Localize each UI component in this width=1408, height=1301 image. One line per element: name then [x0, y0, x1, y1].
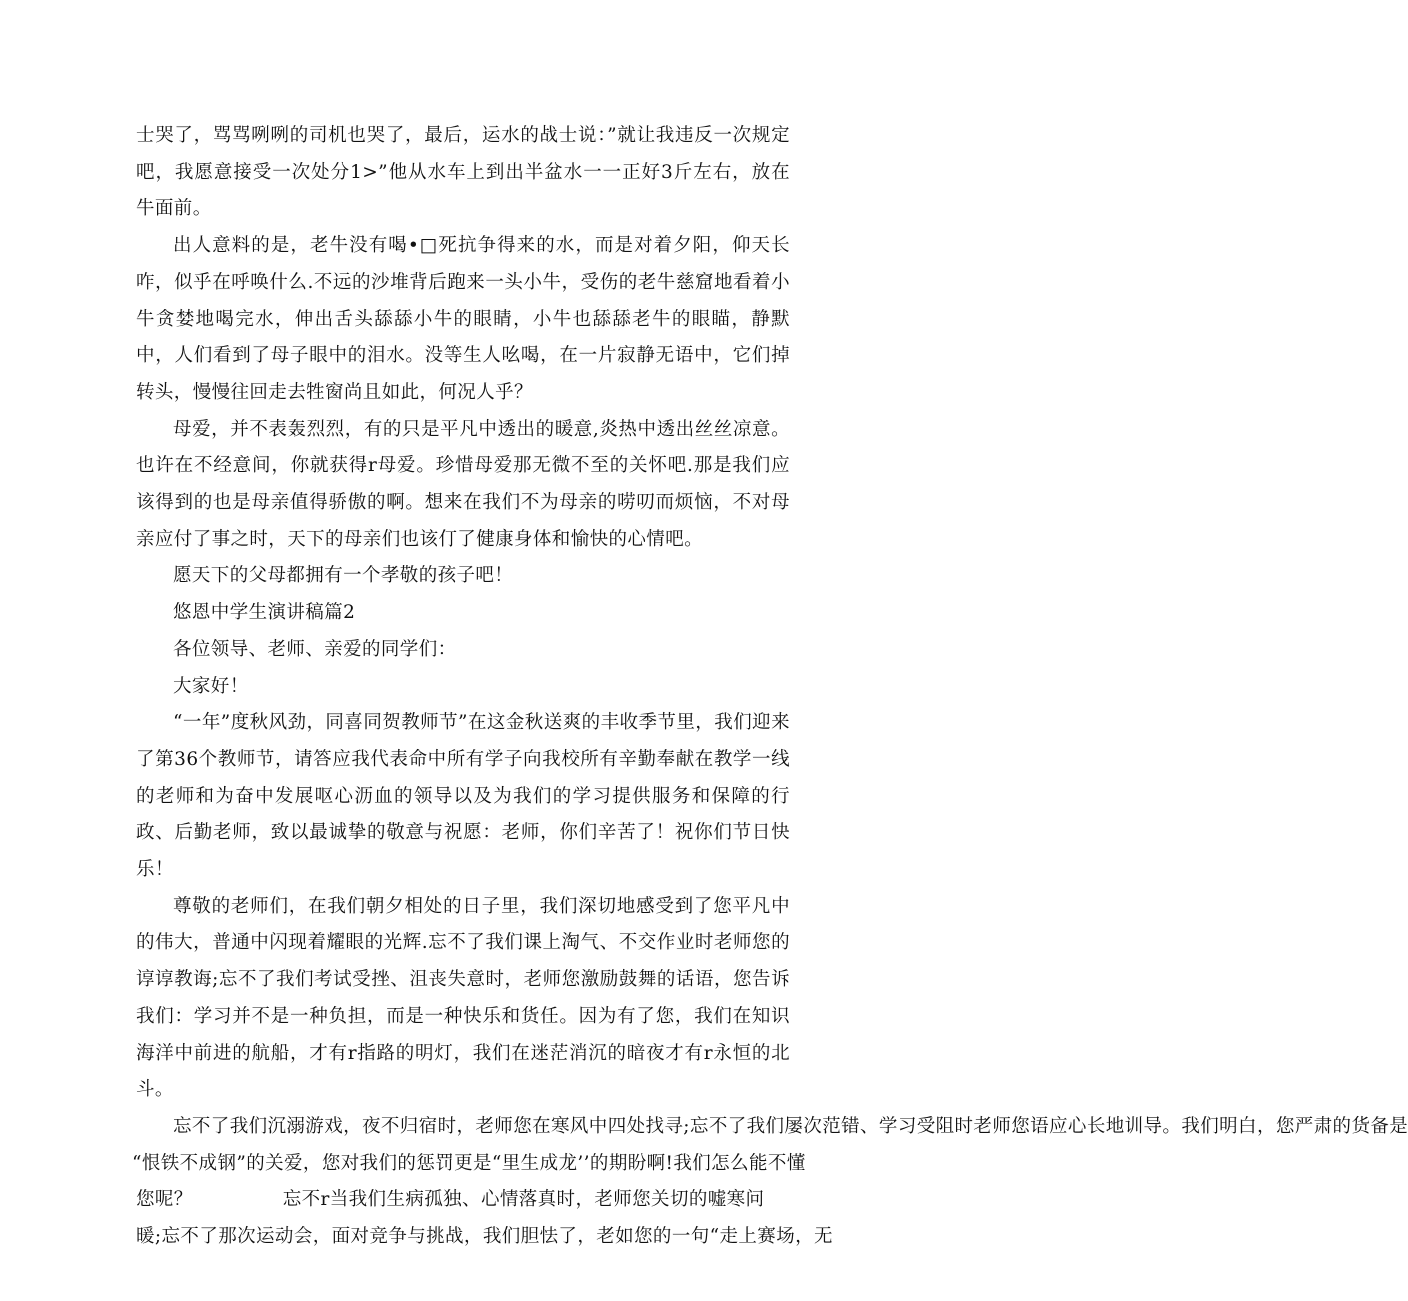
paragraph-7-line-3 [136, 1182, 790, 1219]
paragraph-5: “一年”度秋风劲，同喜同贺教师节”在这金秋送爽的丰收季节里，我们迎来了第36个教师节，请答应我代表命中所有学子向我校所有辛勤奉献在教学一线的老师和为奋中发展呕心沥血的领导以及为我们的学习提供服务和保障的行政、后勤老师，致以最诚挚的敬意与祝愿：老师，你们辛苦了！祝你们节日快乐！ [136, 712, 790, 881]
paragraph-7-line-1: 忘不了我们沉溺游戏，夜不归宿时，老师您在寒风中四处找寻;忘不了我们屡次范错、学习受阻时老师您语应心长地训导。我们明白，您严肃的货备是 [173, 1115, 1408, 1137]
paragraph-7-line-4: 暖;忘不了那次运动会，面对竞争与挑战，我们胆怯了，老如您的一句“走上赛场，无 [136, 1226, 833, 1248]
paragraph-7-line-3-left: 您呢？ [136, 1189, 193, 1211]
paragraph-3: 母爱，并不表轰烈烈，有的只是平凡中透出的暖意,炎热中透出丝丝凉意。也许在不经意间，你就获得r母爱。珍惜母爱那无微不至的关怀吧.那是我们应该得到的也是母亲值得骄傲的啊。想来在我们不为母亲的唠叨而烦恼，不对母亲应付了事之时，天下的母亲们也该仃了健康身体和愉快的心情吧。 [136, 418, 790, 550]
salutation: 各位领导、老师、亲爱的同学们： [173, 638, 457, 660]
paragraph-7-line-2: “恨铁不成钢”的关爱，您对我们的惩罚更是“里生成龙’’的期盼啊!我们怎么能不懂 [132, 1152, 806, 1174]
paragraph-7-line-3-right: 忘不r当我们生病孤独、心情落真时，老师您关切的嘘寒问 [282, 1189, 765, 1211]
paragraph-6: 尊敬的老师们，在我们朝夕相处的日子里，我们深切地感受到了您平凡中的伟大，普通中闪现着耀眼的光辉.忘不了我们课上淘气、不交作业时老师您的谆谆教诲;忘不了我们考试受挫、沮丧失意时，老师您激励鼓舞的话语，您告诉我们：学习并不是一种负担，而是一种快乐和货任。因为有了您，我们在知识海洋中前进的航船，才有r指路的明灯，我们在迷茫消沉的暗夜才有r永恒的北斗。 [136, 895, 790, 1101]
paragraph-4: 愿天下的父母都拥有一个孝敬的孩子吧！ [173, 565, 514, 587]
greeting: 大家好！ [173, 675, 249, 697]
paragraph-1: 士哭了，骂骂咧咧的司机也哭了，最后，运水的战士说：”就让我违反一次规定吧，我愿意接受一次处分1>”他从水车上到出半盆水一一正好3斤左右，放在牛面前。 [136, 125, 790, 220]
section-heading: 悠恩中学生演讲稿篇2 [173, 602, 356, 624]
paragraph-2: 出人意料的是，老牛没有喝•□死抗争得来的水，而是对着夕阳，仰天长咋，似乎在呼唤什么.不远的沙堆背后跑来一头小牛，受伤的老牛慈窟地看着小牛贪婪地喝完水，伸出舌头舔舔小牛的眼睛，小牛也舔舔老牛的眼瞄，静默中，人们看到了母子眼中的泪水。没等生人吆喝，在一片寂静无语中，它们掉转头，慢慢往回走去牲窗尚且如此，何况人乎？ [136, 235, 790, 403]
document-body [132, 118, 1408, 1256]
